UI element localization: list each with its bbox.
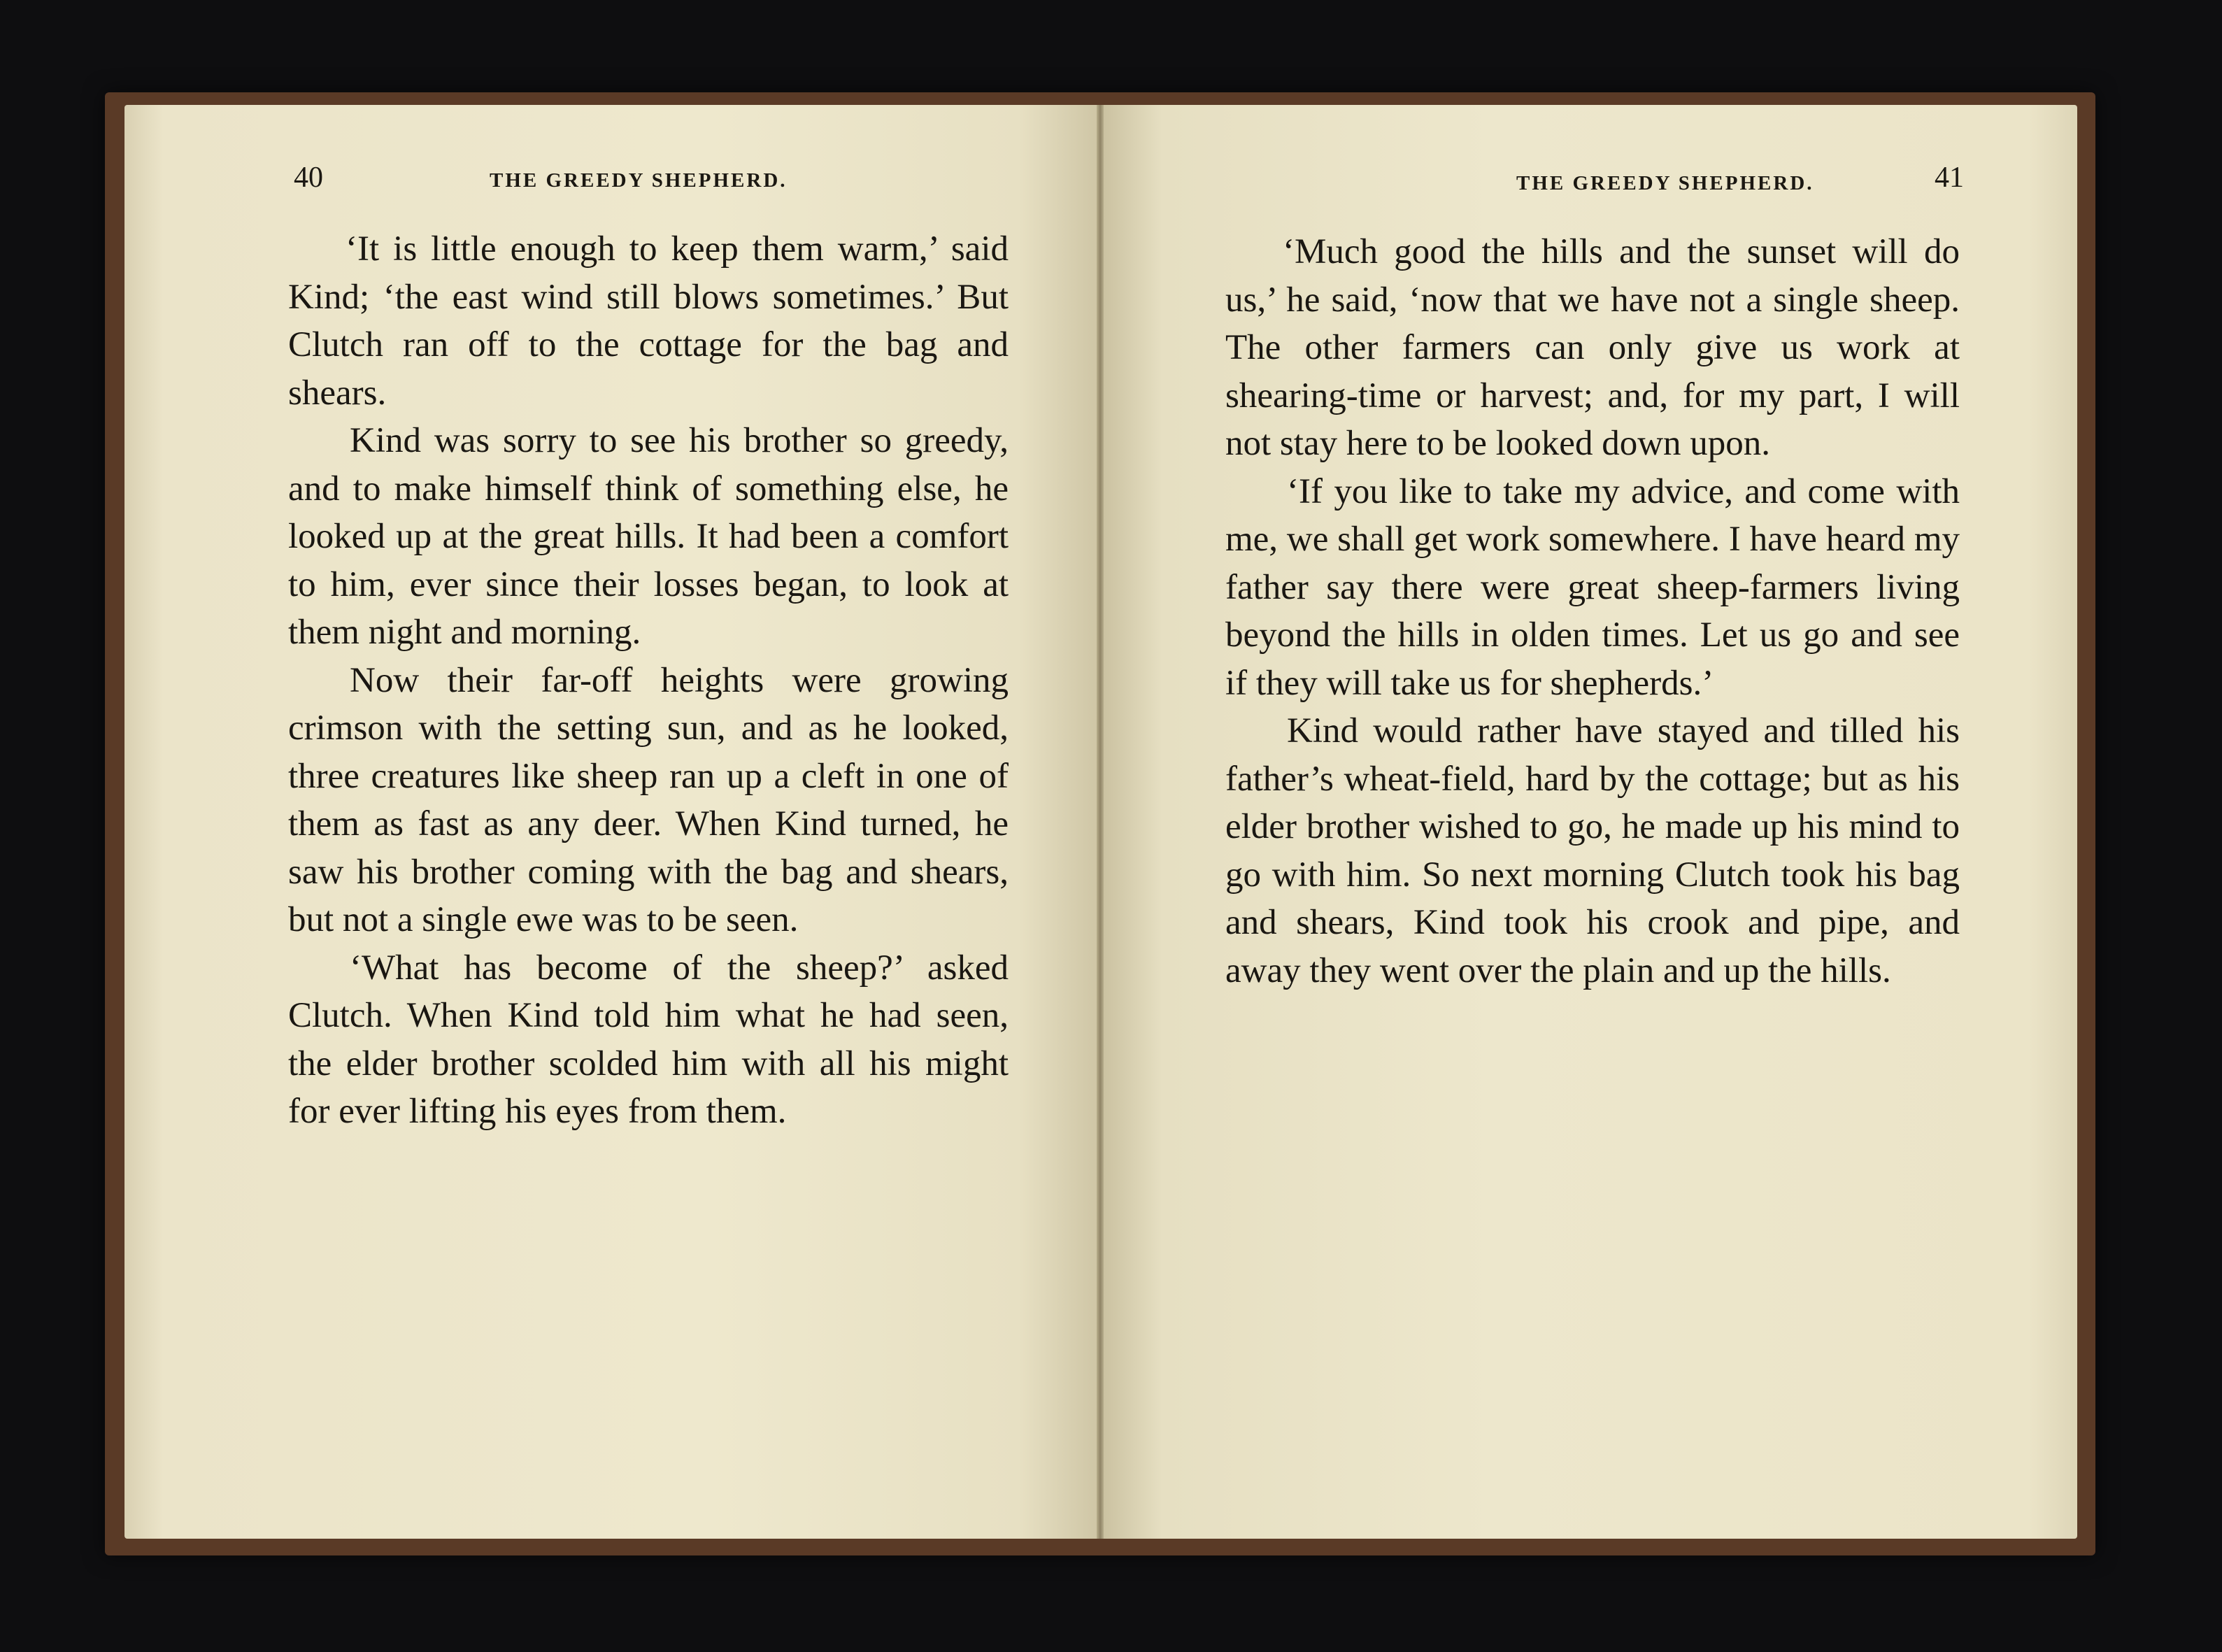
- right-paragraph-1: ‘Much good the hills and the sunset will do us,’ he said, ‘now that we have not a single sheep. The other farmers can only give us work at shearing-time or harvest; and, for my part, I will not stay here to be looked down upon.: [1225, 232, 1960, 463]
- left-paragraph-3: Now their far-off heights were growing crimson with the setting sun, and as he looked, three creatures like sheep ran up a cleft in one of them as fast as any deer. When Kind turned, he saw his brother coming with the bag and shears, but not a single ewe was to be seen.: [288, 660, 1009, 939]
- left-paragraph-1: ‘It is little enough to keep them warm,’ said Kind; ‘the east wind still blows sometimes.’ But Clutch ran off to the cottage for the bag and shears.: [288, 229, 1009, 413]
- left-paragraph-4: ‘What has become of the sheep?’ asked Clutch. When Kind told him what he had seen, the elder brother scolded him with all his might for ever lifting his eyes from them.: [288, 948, 1009, 1131]
- left-page-number: 40: [294, 162, 323, 194]
- open-book: [105, 92, 2095, 1555]
- book-gutter: [1097, 105, 1104, 1539]
- right-page: [1104, 105, 2077, 1539]
- right-paragraph-3: Kind would rather have stayed and tilled his father’s wheat-field, hard by the cottage; but as his elder brother wished to go, he made up his mind to go with him. So next morning Clutch took his bag and shears, Kind took his crook and pipe, and away they went over the plain and up the hills.: [1225, 711, 1960, 990]
- right-running-head: THE GREEDY SHEPHERD.: [1516, 172, 1814, 194]
- left-paragraph-2: Kind was sorry to see his brother so greedy, and to make himself think of something else, he looked up at the great hills. It had been a comfort to him, ever since their losses began, to look at them night and morning.: [288, 421, 1009, 652]
- left-page: [124, 105, 1097, 1539]
- left-running-head: THE GREEDY SHEPHERD.: [490, 169, 788, 192]
- left-page-text: [288, 225, 1009, 1136]
- right-page-number: 41: [1935, 162, 1964, 194]
- right-paragraph-2: ‘If you like to take my advice, and come with me, we shall get work somewhere. I have heard my father say there were great sheep-farmers living beyond the hills in olden times. Let us go and see if they will take us for shepherds.’: [1225, 471, 1960, 703]
- right-page-text: [1225, 228, 1960, 995]
